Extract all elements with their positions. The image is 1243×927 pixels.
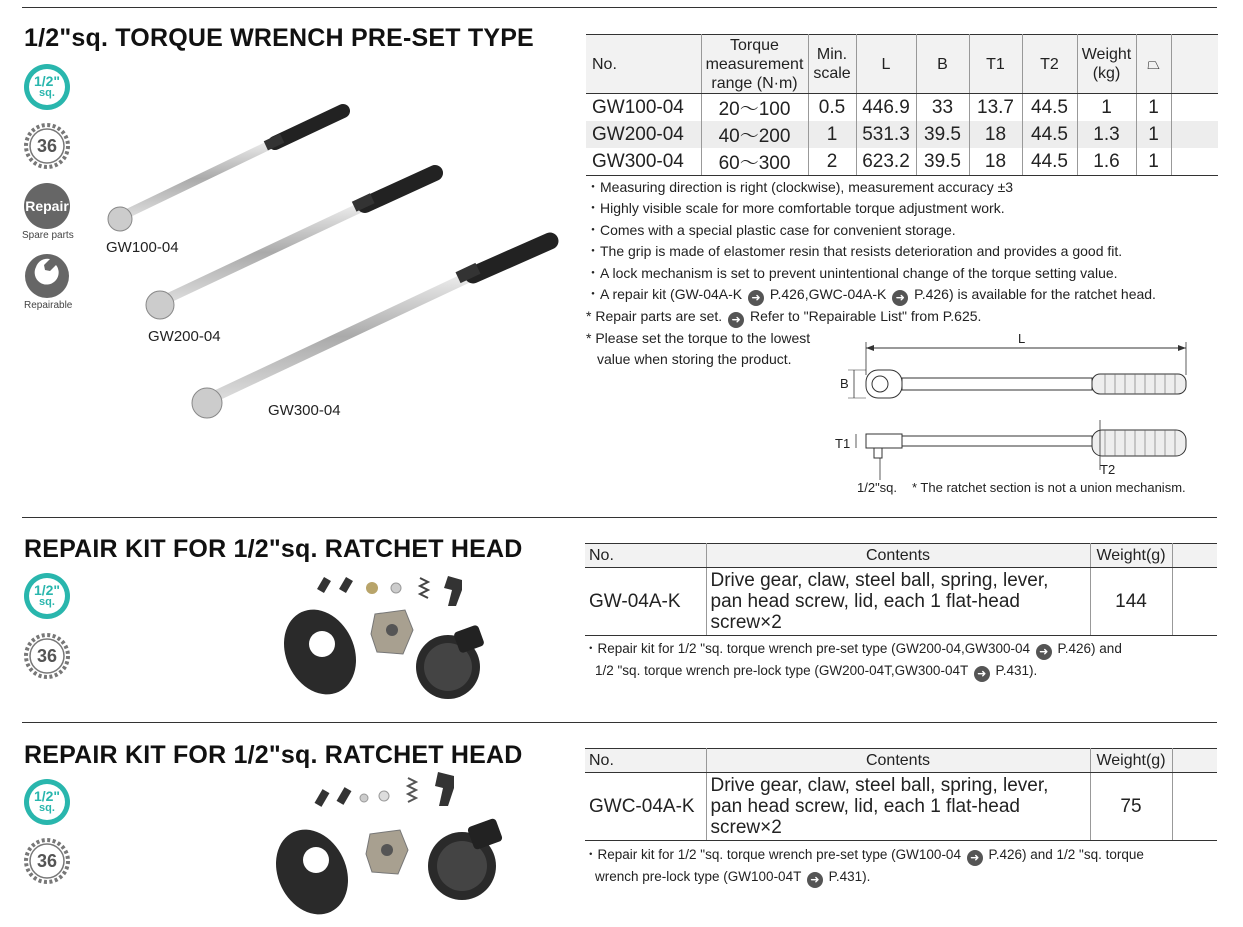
dim-sq-label: 1/2"sq.	[857, 480, 898, 495]
header-case-icon: ⏢	[1136, 35, 1171, 94]
repairable-wrench-icon	[24, 253, 70, 299]
header-l: L	[856, 35, 916, 94]
spec-header-row	[586, 35, 1218, 94]
dim-l-label: L	[1018, 331, 1026, 346]
wrench-gw200-image	[146, 173, 435, 319]
note-store: value when storing the product.	[597, 351, 792, 368]
header-min-scale: Min. scale	[808, 35, 856, 94]
note-repair-parts: * Repair parts are set. ➜ Refer to "Repairable List" from P.625.	[586, 308, 982, 327]
kit-header-row: No. Contents Weight(g)	[585, 544, 1217, 568]
wrench-gw300-image	[192, 241, 550, 418]
page-ref-arrow-icon: ➜	[728, 312, 744, 328]
repair-kit-table-gwc04	[585, 748, 1217, 841]
dim-t1-label: T1	[835, 436, 851, 451]
header-t1: T1	[969, 35, 1022, 94]
dim-b-label: B	[840, 376, 849, 391]
size-36-gear-badge: 36	[23, 122, 71, 170]
half-inch-sq-badge: 1/2" sq.	[24, 779, 70, 825]
note-line: ・The grip is made of elastomer resin that resists deterioration and provides a good fit.	[586, 243, 1123, 260]
header-no: No.	[586, 35, 701, 94]
note-line: ・Highly visible scale for more comfortable torque adjustment work.	[586, 200, 1005, 217]
section1-title: 1/2"sq. TORQUE WRENCH PRE-SET TYPE	[24, 24, 534, 52]
header-torque-range: Torque measurement range (N·m)	[701, 35, 808, 94]
page-ref-arrow-icon: ➜	[974, 666, 990, 682]
header-blank	[1171, 35, 1218, 94]
page-ref-arrow-icon: ➜	[1036, 644, 1052, 660]
repair-kit-parts-image	[272, 770, 532, 920]
section3-note: ・Repair kit for 1/2 "sq. torque wrench pre-set type (GW100-04 ➜ P.426) and 1/2 "sq. torque wrench pre-lock type (GW100-04T ➜ P.431).	[584, 847, 1144, 886]
table-row: GW100-04 20～100 0.5 446.9 33 13.7 44.5 1 1	[586, 94, 1218, 122]
section3-rule	[22, 722, 1217, 723]
section2-rule	[22, 517, 1217, 518]
repairable-caption: Repairable	[24, 300, 73, 311]
table-row: GW-04A-K Drive gear, claw, steel ball, spring, lever, pan head screw, lid, each 1 flat-head screw×2 144	[585, 568, 1217, 636]
repair-badge: Repair	[24, 183, 70, 229]
model-label-gw100: GW100-04	[106, 239, 179, 256]
note-line: ・A lock mechanism is set to prevent unintentional change of the torque setting value.	[586, 264, 1118, 281]
page-ref-arrow-icon: ➜	[967, 850, 983, 866]
note-store: * Please set the torque to the lowest	[586, 330, 811, 347]
spare-parts-caption: Spare parts	[22, 230, 74, 241]
note-line: ・Measuring direction is right (clockwise), measurement accuracy ±3	[586, 179, 1014, 195]
size-36-gear-badge: 36	[23, 837, 71, 885]
wrench-gw100-image	[108, 111, 343, 231]
header-t2: T2	[1022, 35, 1077, 94]
diagram-caption: * The ratchet section is not a union mechanism.	[912, 480, 1186, 495]
section3-title: REPAIR KIT FOR 1/2"sq. RATCHET HEAD	[24, 741, 523, 769]
model-label-gw300: GW300-04	[268, 402, 341, 419]
page-ref-arrow-icon: ➜	[807, 872, 823, 888]
section2-title: REPAIR KIT FOR 1/2"sq. RATCHET HEAD	[24, 535, 523, 563]
half-inch-sq-badge: 1/2" sq.	[24, 64, 70, 110]
header-weight: Weight (kg)	[1077, 35, 1136, 94]
model-label-gw200: GW200-04	[148, 328, 221, 345]
header-b: B	[916, 35, 969, 94]
table-row: GW200-04 40～200 1 531.3 39.5 18 44.5 1.3 1	[586, 121, 1218, 148]
kit-header-row: No. Contents Weight(g)	[585, 749, 1217, 773]
page-ref-arrow-icon: ➜	[748, 290, 764, 306]
repair-kit-parts-image	[280, 572, 500, 707]
note-repair-kit: ・A repair kit (GW-04A-K ➜ P.426,GWC-04A-K ➜ P.426) is available for the ratchet head.	[586, 286, 1156, 305]
section2-note: ・Repair kit for 1/2 "sq. torque wrench pre-set type (GW200-04,GW300-04 ➜ P.426) and 1/2 "sq. torque wrench pre-lock type (GW200-04T,GW300-04T ➜ P.431).	[584, 641, 1122, 680]
top-rule	[22, 7, 1217, 8]
note-line: ・Comes with a special plastic case for convenient storage.	[586, 221, 956, 238]
page-ref-arrow-icon: ➜	[892, 290, 908, 306]
table-row: GW300-04 60～300 2 623.2 39.5 18 44.5 1.6 1	[586, 148, 1218, 176]
torque-wrench-images	[95, 95, 565, 425]
table-row: GWC-04A-K Drive gear, claw, steel ball, spring, lever, pan head screw, lid, each 1 flat-head screw×2 75	[585, 773, 1217, 841]
dim-t2-label: T2	[1100, 462, 1116, 477]
spec-table	[586, 34, 1218, 176]
repair-kit-table-gw04	[585, 543, 1217, 636]
size-36-gear-badge: 36	[23, 632, 71, 680]
half-inch-sq-badge: 1/2" sq.	[24, 573, 70, 619]
